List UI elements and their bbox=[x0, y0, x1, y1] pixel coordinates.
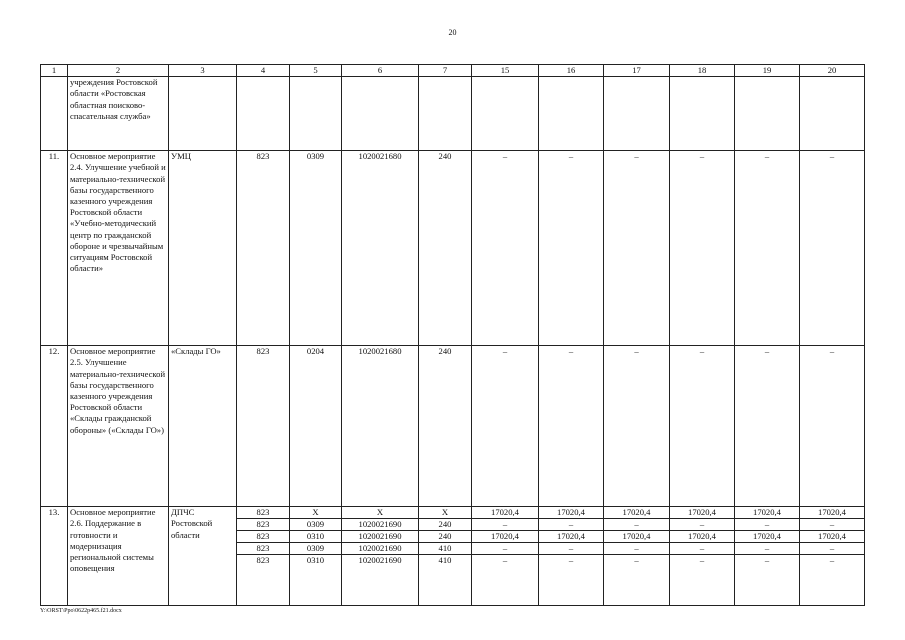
sub-line-value: – bbox=[735, 554, 799, 566]
sub-line-value: 410 bbox=[419, 542, 471, 554]
sub-line-value: – bbox=[472, 542, 538, 554]
executor-cell: «Склады ГО» bbox=[169, 346, 237, 507]
year-value-cell: – bbox=[539, 346, 604, 507]
sub-line-value: 823 bbox=[237, 542, 289, 554]
sub-line-value: Х bbox=[376, 507, 384, 518]
header-cell: 6 bbox=[342, 65, 419, 77]
table-row bbox=[41, 151, 865, 346]
year-value-cell bbox=[539, 507, 604, 606]
sub-line-value: – bbox=[472, 554, 538, 566]
measure-name-cell: Основное мероприятие 2.6. Поддержание в готовности и модернизация региональной системы оповещения bbox=[68, 507, 169, 606]
rzpr-code-cell bbox=[290, 507, 342, 606]
sub-line-value: 17020,4 bbox=[557, 507, 585, 518]
year-value-cell: – bbox=[604, 151, 670, 346]
budget-table bbox=[40, 64, 865, 606]
executor-cell: УМЦ bbox=[169, 151, 237, 346]
sub-line-value: 240 bbox=[419, 518, 471, 530]
page-number: 20 bbox=[448, 28, 457, 37]
sub-line-value: – bbox=[800, 554, 864, 566]
header-cell: 7 bbox=[419, 65, 472, 77]
sub-line-value: Х bbox=[441, 507, 449, 518]
sub-line-value: 1020021690 bbox=[342, 542, 418, 554]
sub-line-value: 17020,4 bbox=[622, 507, 651, 518]
year-value-cell bbox=[670, 507, 735, 606]
sub-line-value: 823 bbox=[237, 554, 289, 566]
header-cell: 2 bbox=[68, 65, 169, 77]
year-value-cell: – bbox=[604, 346, 670, 507]
csr-code-cell: 1020021680 bbox=[342, 346, 419, 507]
year-value-cell: – bbox=[735, 151, 800, 346]
sub-line-value: 1020021690 bbox=[342, 554, 418, 566]
header-cell: 20 bbox=[800, 65, 865, 77]
header-cell: 15 bbox=[472, 65, 539, 77]
sub-line-value: 823 bbox=[237, 530, 289, 542]
year-value-cell: – bbox=[539, 151, 604, 346]
sub-line-value: Х bbox=[312, 507, 319, 518]
sub-line-value: – bbox=[670, 554, 734, 566]
year-value-cell: – bbox=[800, 346, 865, 507]
sub-line-value: 0309 bbox=[290, 542, 341, 554]
row-number-cell: 11. bbox=[41, 151, 68, 346]
row-number-cell: 13. bbox=[41, 507, 68, 606]
measure-name-cell: Основное мероприятие 2.5. Улучшение материально-технической базы государственного казенного учреждения Ростовской области «Склады гражданской обороны» («Склады ГО») bbox=[68, 346, 169, 507]
year-value-cell: – bbox=[670, 346, 735, 507]
grbs-code-cell: 823 bbox=[237, 346, 290, 507]
sub-line-value: 17020,4 bbox=[491, 507, 519, 518]
sub-line-value: 17020,4 bbox=[753, 507, 781, 518]
grbs-code-cell: 823 bbox=[237, 151, 290, 346]
sub-line-value: 0309 bbox=[290, 518, 341, 530]
sub-line-value: 17020,4 bbox=[818, 507, 846, 518]
sub-line-value: – bbox=[800, 518, 864, 530]
measure-name-cell: учреждения Ростовской области «Ростовская областная поисково-спасательная служба» bbox=[68, 77, 169, 151]
table-row bbox=[41, 507, 865, 606]
header-cell: 16 bbox=[539, 65, 604, 77]
sub-line-value: 240 bbox=[419, 530, 471, 542]
file-path-footer: Y:\ORST\Ppo\0622p465.f21.docx bbox=[40, 608, 122, 614]
csr-code-cell: 1020021680 bbox=[342, 151, 419, 346]
header-cell: 4 bbox=[237, 65, 290, 77]
row-number-cell: 12. bbox=[41, 346, 68, 507]
sub-line-value: – bbox=[670, 542, 734, 554]
measure-name-cell: Основное мероприятие 2.4. Улучшение учебной и материально-технической базы государственного казенного учреждения Ростовской области «Учебно-методический центр по гражданской обороне и чрезвычайным ситуациям Ростовской области» bbox=[68, 151, 169, 346]
vr-code-cell: 240 bbox=[419, 151, 472, 346]
header-cell: 17 bbox=[604, 65, 670, 77]
sub-line-value: 17020,4 bbox=[688, 507, 716, 518]
sub-line-value: – bbox=[604, 542, 669, 554]
year-value-cell: – bbox=[472, 151, 539, 346]
sub-line-value: 17020,4 bbox=[670, 530, 734, 542]
sub-line-value: – bbox=[800, 542, 864, 554]
rzpr-code-cell: 0309 bbox=[290, 151, 342, 346]
table-row-continuation bbox=[41, 77, 865, 151]
header-cell: 3 bbox=[169, 65, 237, 77]
year-value-cell: – bbox=[735, 346, 800, 507]
sub-line-value: 17020,4 bbox=[539, 530, 603, 542]
header-cell: 19 bbox=[735, 65, 800, 77]
sub-line-value: – bbox=[539, 554, 603, 566]
year-value-cell bbox=[472, 507, 539, 606]
sub-line-value: 17020,4 bbox=[735, 530, 799, 542]
sub-line-value: 17020,4 bbox=[604, 530, 669, 542]
sub-line-value: – bbox=[539, 542, 603, 554]
header-cell: 18 bbox=[670, 65, 735, 77]
year-value-cell bbox=[800, 507, 865, 606]
sub-line-value: 823 bbox=[237, 518, 289, 530]
year-value-cell: – bbox=[472, 346, 539, 507]
sub-line-value: – bbox=[604, 518, 669, 530]
sub-line-value: – bbox=[735, 518, 799, 530]
sub-line-value: 0310 bbox=[290, 530, 341, 542]
table-row bbox=[41, 346, 865, 507]
sub-line-value: 17020,4 bbox=[800, 530, 864, 542]
year-value-cell: – bbox=[670, 151, 735, 346]
executor-cell: ДПЧС Ростовской области bbox=[169, 507, 237, 606]
sub-line-value: 0310 bbox=[290, 554, 341, 566]
vr-code-cell bbox=[419, 507, 472, 606]
sub-line-value: 410 bbox=[419, 554, 471, 566]
header-cell: 1 bbox=[41, 65, 68, 77]
vr-code-cell: 240 bbox=[419, 346, 472, 507]
sub-line-value: – bbox=[735, 542, 799, 554]
header-cell: 5 bbox=[290, 65, 342, 77]
year-value-cell bbox=[604, 507, 670, 606]
rzpr-code-cell: 0204 bbox=[290, 346, 342, 507]
csr-code-cell bbox=[342, 507, 419, 606]
sub-line-value: 823 bbox=[256, 507, 270, 518]
sub-line-value: – bbox=[472, 518, 538, 530]
sub-line-value: 17020,4 bbox=[472, 530, 538, 542]
sub-line-value: 1020021690 bbox=[342, 518, 418, 530]
sub-line-value: 1020021690 bbox=[342, 530, 418, 542]
sub-line-value: – bbox=[670, 518, 734, 530]
grbs-code-cell bbox=[237, 507, 290, 606]
year-value-cell bbox=[735, 507, 800, 606]
sub-line-value: – bbox=[604, 554, 669, 566]
year-value-cell: – bbox=[800, 151, 865, 346]
table-header-row bbox=[41, 65, 865, 77]
sub-line-value: – bbox=[539, 518, 603, 530]
